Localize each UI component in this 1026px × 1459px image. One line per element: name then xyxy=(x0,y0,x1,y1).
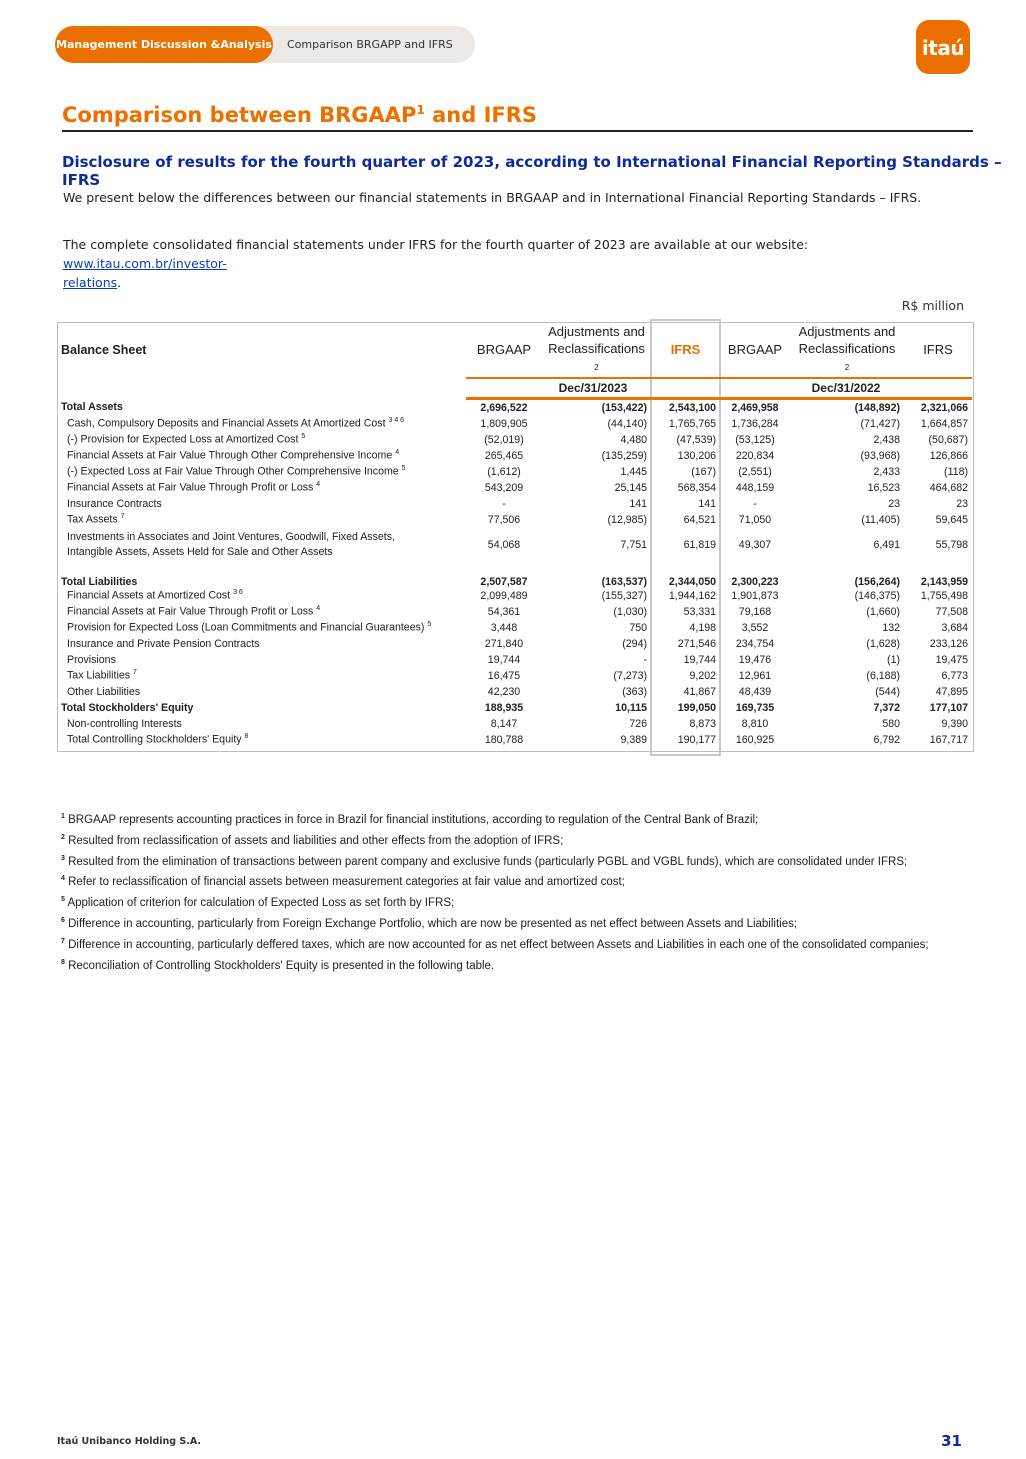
row-label: Investments in Associates and Joint Ventures, Goodwill, Fixed Assets, Intangible Assets, Assets Held for Sale and Other Assets xyxy=(67,530,395,558)
cell-value: (47,539) xyxy=(676,433,716,446)
cell-value: (93,968) xyxy=(860,449,900,462)
cell-value: 7,751 xyxy=(620,538,647,551)
cell-value: (1,612) xyxy=(487,465,521,478)
cell-value: 16,523 xyxy=(867,481,900,494)
cell-value: 77,506 xyxy=(487,513,521,526)
cell-value: 19,744 xyxy=(683,653,716,666)
col-adjustments-2022: Adjustments and Reclassifications 2 xyxy=(798,324,896,372)
cell-value: (156,264) xyxy=(854,575,900,588)
table-row xyxy=(57,684,972,700)
row-label: Insurance Contracts xyxy=(67,497,162,510)
cell-value: 2,507,587 xyxy=(480,575,528,588)
cell-value: 61,819 xyxy=(683,538,716,551)
cell-value: (146,375) xyxy=(854,589,900,602)
cell-value: 169,735 xyxy=(735,701,775,714)
row-label: Insurance and Private Pension Contracts xyxy=(67,637,260,650)
tab-comparison-brgaap-ifrs[interactable]: Comparison BRGAPP and IFRS xyxy=(287,38,453,51)
table-row xyxy=(57,448,972,464)
page-title: Comparison between BRGAAP$^1$ and IFRS xyxy=(62,103,538,127)
intro-paragraph-2: The complete consolidated financial statements under IFRS for the fourth quarter of 2023 are available at our website: www.itau.com.br/investor- relations. xyxy=(63,237,809,290)
cell-value: 71,050 xyxy=(738,513,772,526)
table-row xyxy=(57,512,972,528)
cell-value: 12,961 xyxy=(738,669,772,682)
cell-value: 2,433 xyxy=(873,465,900,478)
table-row xyxy=(57,528,972,562)
cell-value: 2,344,050 xyxy=(668,575,716,588)
cell-value: 234,754 xyxy=(735,637,775,650)
cell-value: (11,405) xyxy=(861,513,900,526)
cell-value: 9,390 xyxy=(941,717,968,730)
cell-value: 16,475 xyxy=(487,669,521,682)
cell-value: 54,361 xyxy=(487,605,521,618)
cell-value: 464,682 xyxy=(929,481,968,494)
table-row xyxy=(57,652,972,668)
cell-value: (1,660) xyxy=(866,605,900,618)
table-row xyxy=(57,464,972,480)
cell-value: 9,202 xyxy=(689,669,716,682)
cell-value: 49,307 xyxy=(738,538,772,551)
cell-value: (44,140) xyxy=(607,417,647,430)
cell-value: 55,798 xyxy=(935,538,968,551)
cell-value: 8,810 xyxy=(741,717,769,730)
cell-value: 2,143,959 xyxy=(920,575,968,588)
col-adjustments-2023: Adjustments and Reclassifications 2 xyxy=(548,324,645,372)
cell-value: 25,145 xyxy=(614,481,647,494)
cell-value: 6,792 xyxy=(873,733,900,746)
table-row xyxy=(57,700,972,716)
cell-value: (1,030) xyxy=(613,605,647,618)
cell-value: 568,354 xyxy=(677,481,716,494)
row-label: Cash, Compulsory Deposits and Financial Assets At Amortized Cost $^{3 4 6}$ xyxy=(67,417,405,430)
table-row xyxy=(57,668,972,684)
footnote-item: $^2$ Resulted from reclassification of assets and liabilities and other effects from the adoption of IFRS; xyxy=(61,833,564,847)
cell-value: 23 xyxy=(888,497,900,510)
cell-value: (294) xyxy=(622,637,647,650)
cell-value: - xyxy=(753,497,757,510)
cell-value: 19,744 xyxy=(487,653,521,666)
row-label: Tax Liabilities $^7$ xyxy=(67,669,137,682)
row-label: Tax Assets $^7$ xyxy=(67,513,125,526)
cell-value: 2,099,489 xyxy=(480,589,528,602)
cell-value: 9,389 xyxy=(620,733,647,746)
header-tabs xyxy=(55,26,475,63)
cell-value: 6,491 xyxy=(873,538,900,551)
cell-value: 1,664,857 xyxy=(920,417,968,430)
cell-value: 48,439 xyxy=(738,685,772,698)
cell-value: 190,177 xyxy=(677,733,716,746)
table-row xyxy=(57,588,972,604)
cell-value: (153,422) xyxy=(601,401,647,414)
row-label: (-) Provision for Expected Loss at Amortized Cost $^5$ xyxy=(67,433,306,446)
cell-value: 580 xyxy=(882,717,900,730)
cell-value: 271,546 xyxy=(677,637,716,650)
row-label: Total Controlling Stockholders' Equity $^8$ xyxy=(67,733,249,746)
section-subtitle: Disclosure of results for the fourth quarter of 2023, according to International Financial Reporting Standards – IFRS xyxy=(62,153,1002,189)
cell-value: 1,944,162 xyxy=(668,589,716,602)
investor-relations-link[interactable]: www.itau.com.br/investor- xyxy=(63,256,227,271)
cell-value: 6,773 xyxy=(941,669,968,682)
cell-value: 1,765,765 xyxy=(668,417,716,430)
cell-value: 2,300,223 xyxy=(731,575,779,588)
period-2023: Dec/31/2023 xyxy=(466,378,720,398)
row-label: Financial Assets at Fair Value Through Profit or Loss $^4$ xyxy=(67,605,321,618)
footnote-item: $^5$ Application of criterion for calculation of Expected Loss as set forth by IFRS; xyxy=(61,896,455,910)
unit-label: R$ million xyxy=(901,298,964,313)
cell-value: 2,543,100 xyxy=(668,401,716,414)
itau-logo: itaú xyxy=(916,20,970,74)
balance-sheet-table xyxy=(57,322,972,748)
tab-management-discussion[interactable]: Management Discussion &Analysis xyxy=(55,26,273,63)
cell-value: (544) xyxy=(875,685,900,698)
cell-value: (1,628) xyxy=(866,637,900,650)
cell-value: 3,684 xyxy=(941,621,968,634)
cell-value: (53,125) xyxy=(735,433,775,446)
cell-value: 448,159 xyxy=(735,481,775,494)
row-label: Financial Assets at Fair Value Through Profit or Loss $^4$ xyxy=(67,481,321,494)
table-row xyxy=(57,732,972,748)
cell-value: 750 xyxy=(629,621,647,634)
title-divider xyxy=(62,130,973,132)
cell-value: 1,445 xyxy=(620,465,647,478)
cell-value: 160,925 xyxy=(735,733,775,746)
cell-value: 177,107 xyxy=(929,701,968,714)
cell-value: - xyxy=(502,497,506,510)
cell-value: 188,935 xyxy=(484,701,524,714)
cell-value: 41,867 xyxy=(683,685,716,698)
footnote-item: $^6$ Difference in accounting, particularly from Foreign Exchange Portfolio, which are now be presented as net effect between Assets and Liabilities; xyxy=(61,917,798,930)
table-row xyxy=(57,432,972,448)
cell-value: 167,717 xyxy=(929,733,968,746)
footnote-item: $^8$ Reconciliation of Controlling Stockholders' Equity is presented in the following table. xyxy=(61,958,495,972)
row-label: (-) Expected Loss at Fair Value Through Other Comprehensive Income $^5$ xyxy=(67,465,406,478)
footnote-item: $^1$ BRGAAP represents accounting practices in force in Brazil for financial institutions, according to regulation of the Central Bank of Brazil; xyxy=(61,813,759,826)
cell-value: 271,840 xyxy=(484,637,524,650)
cell-value: 77,508 xyxy=(935,605,968,618)
table-row xyxy=(57,398,972,416)
cell-value: 1,901,873 xyxy=(731,589,779,602)
cell-value: 265,465 xyxy=(484,449,524,462)
cell-value: (155,327) xyxy=(601,589,647,602)
company-footer: Itaú Unibanco Holding S.A. xyxy=(57,1436,201,1447)
cell-value: 220,834 xyxy=(735,449,775,462)
footnote-item: $^4$ Refer to reclassification of financial assets between measurement categories at fair value and amortized cost; xyxy=(61,875,625,889)
cell-value: 59,645 xyxy=(935,513,968,526)
cell-value: 2,469,958 xyxy=(731,401,779,414)
cell-value: 130,206 xyxy=(677,449,716,462)
cell-value: 180,788 xyxy=(484,733,524,746)
cell-value: 7,372 xyxy=(873,701,900,714)
cell-value: 19,476 xyxy=(738,653,772,666)
cell-value: (6,188) xyxy=(866,669,900,682)
col-brgaap-2022: BRGAAP xyxy=(727,342,783,357)
cell-value: (363) xyxy=(622,685,647,698)
row-label: Provision for Expected Loss (Loan Commitments and Financial Guarantees) $^5$ xyxy=(67,621,432,634)
cell-value: 19,475 xyxy=(935,653,968,666)
cell-value: 141 xyxy=(629,497,647,510)
table-row xyxy=(57,562,972,588)
cell-value: (2,551) xyxy=(738,465,772,478)
period-2022: Dec/31/2022 xyxy=(720,378,972,398)
table-row xyxy=(57,496,972,512)
investor-relations-link-cont[interactable]: relations xyxy=(63,275,118,290)
cell-value: 726 xyxy=(629,717,647,730)
row-label: Financial Assets at Fair Value Through Other Comprehensive Income $^4$ xyxy=(67,449,400,462)
cell-value: 1,809,905 xyxy=(480,417,528,430)
cell-value: (52,019) xyxy=(484,433,524,446)
page-number: 31 xyxy=(941,1432,962,1450)
intro-paragraph-1: We present below the differences between our financial statements in BRGAAP and in International Financial Reporting Standards – IFRS. xyxy=(63,190,922,205)
cell-value: (1) xyxy=(887,653,900,666)
table-row xyxy=(57,716,972,732)
footnote-item: $^7$ Difference in accounting, particularly deffered taxes, which are now accounted for as net effect between Assets and Liabilities in each one of the consolidated companies; xyxy=(61,937,929,951)
cell-value: 64,521 xyxy=(683,513,716,526)
cell-value: (135,259) xyxy=(601,449,647,462)
cell-value: 54,068 xyxy=(487,538,521,551)
table-row xyxy=(57,480,972,496)
cell-value: (148,892) xyxy=(854,401,900,414)
table-row xyxy=(57,416,972,432)
cell-value: (163,537) xyxy=(601,575,647,588)
col-ifrs-2023: IFRS xyxy=(670,342,701,357)
col-ifrs-2022: IFRS xyxy=(923,342,953,357)
cell-value: 132 xyxy=(882,621,900,634)
cell-value: 2,696,522 xyxy=(480,401,528,414)
cell-value: - xyxy=(643,653,647,666)
cell-value: (118) xyxy=(944,465,968,478)
cell-value: 1,755,498 xyxy=(920,589,968,602)
table-row xyxy=(57,604,972,620)
table-header-label: Balance Sheet xyxy=(61,343,147,357)
cell-value: 47,895 xyxy=(935,685,968,698)
footnotes xyxy=(61,808,929,975)
row-label: Total Assets xyxy=(61,400,123,413)
cell-value: 543,209 xyxy=(484,481,524,494)
cell-value: (167) xyxy=(691,465,716,478)
row-label: Financial Assets at Amortized Cost $^{3 6}$ xyxy=(67,589,243,602)
table-row xyxy=(57,620,972,636)
cell-value: 23 xyxy=(956,497,968,510)
cell-value: (50,687) xyxy=(928,433,968,446)
cell-value: 3,448 xyxy=(490,621,518,634)
row-label: Total Liabilities xyxy=(61,575,138,588)
cell-value: 8,147 xyxy=(490,717,518,730)
cell-value: 79,168 xyxy=(738,605,772,618)
row-label: Other Liabilities xyxy=(67,685,141,698)
row-label: Total Stockholders' Equity xyxy=(61,701,194,714)
cell-value: 233,126 xyxy=(929,637,968,650)
cell-value: 8,873 xyxy=(689,717,716,730)
footnote-item: $^3$ Resulted from the elimination of transactions between parent company and exclusive funds (particularly PGBL and VGBL funds), which are consolidated under IFRS; xyxy=(61,854,908,868)
cell-value: 10,115 xyxy=(615,701,647,714)
cell-value: 42,230 xyxy=(487,685,521,698)
cell-value: 126,866 xyxy=(929,449,968,462)
cell-value: 2,321,066 xyxy=(920,401,968,414)
cell-value: 141 xyxy=(698,497,716,510)
cell-value: 1,736,284 xyxy=(731,417,779,430)
table-row xyxy=(57,636,972,652)
row-label: Provisions xyxy=(67,653,116,666)
cell-value: (7,273) xyxy=(613,669,647,682)
row-label: Non-controlling Interests xyxy=(67,717,182,730)
cell-value: 4,480 xyxy=(620,433,647,446)
cell-value: 4,198 xyxy=(689,621,716,634)
cell-value: 53,331 xyxy=(683,605,716,618)
cell-value: 199,050 xyxy=(677,701,716,714)
cell-value: 3,552 xyxy=(741,621,769,634)
cell-value: 2,438 xyxy=(873,433,900,446)
col-brgaap-2023: BRGAAP xyxy=(476,342,532,357)
cell-value: (12,985) xyxy=(607,513,647,526)
cell-value: (71,427) xyxy=(860,417,900,430)
